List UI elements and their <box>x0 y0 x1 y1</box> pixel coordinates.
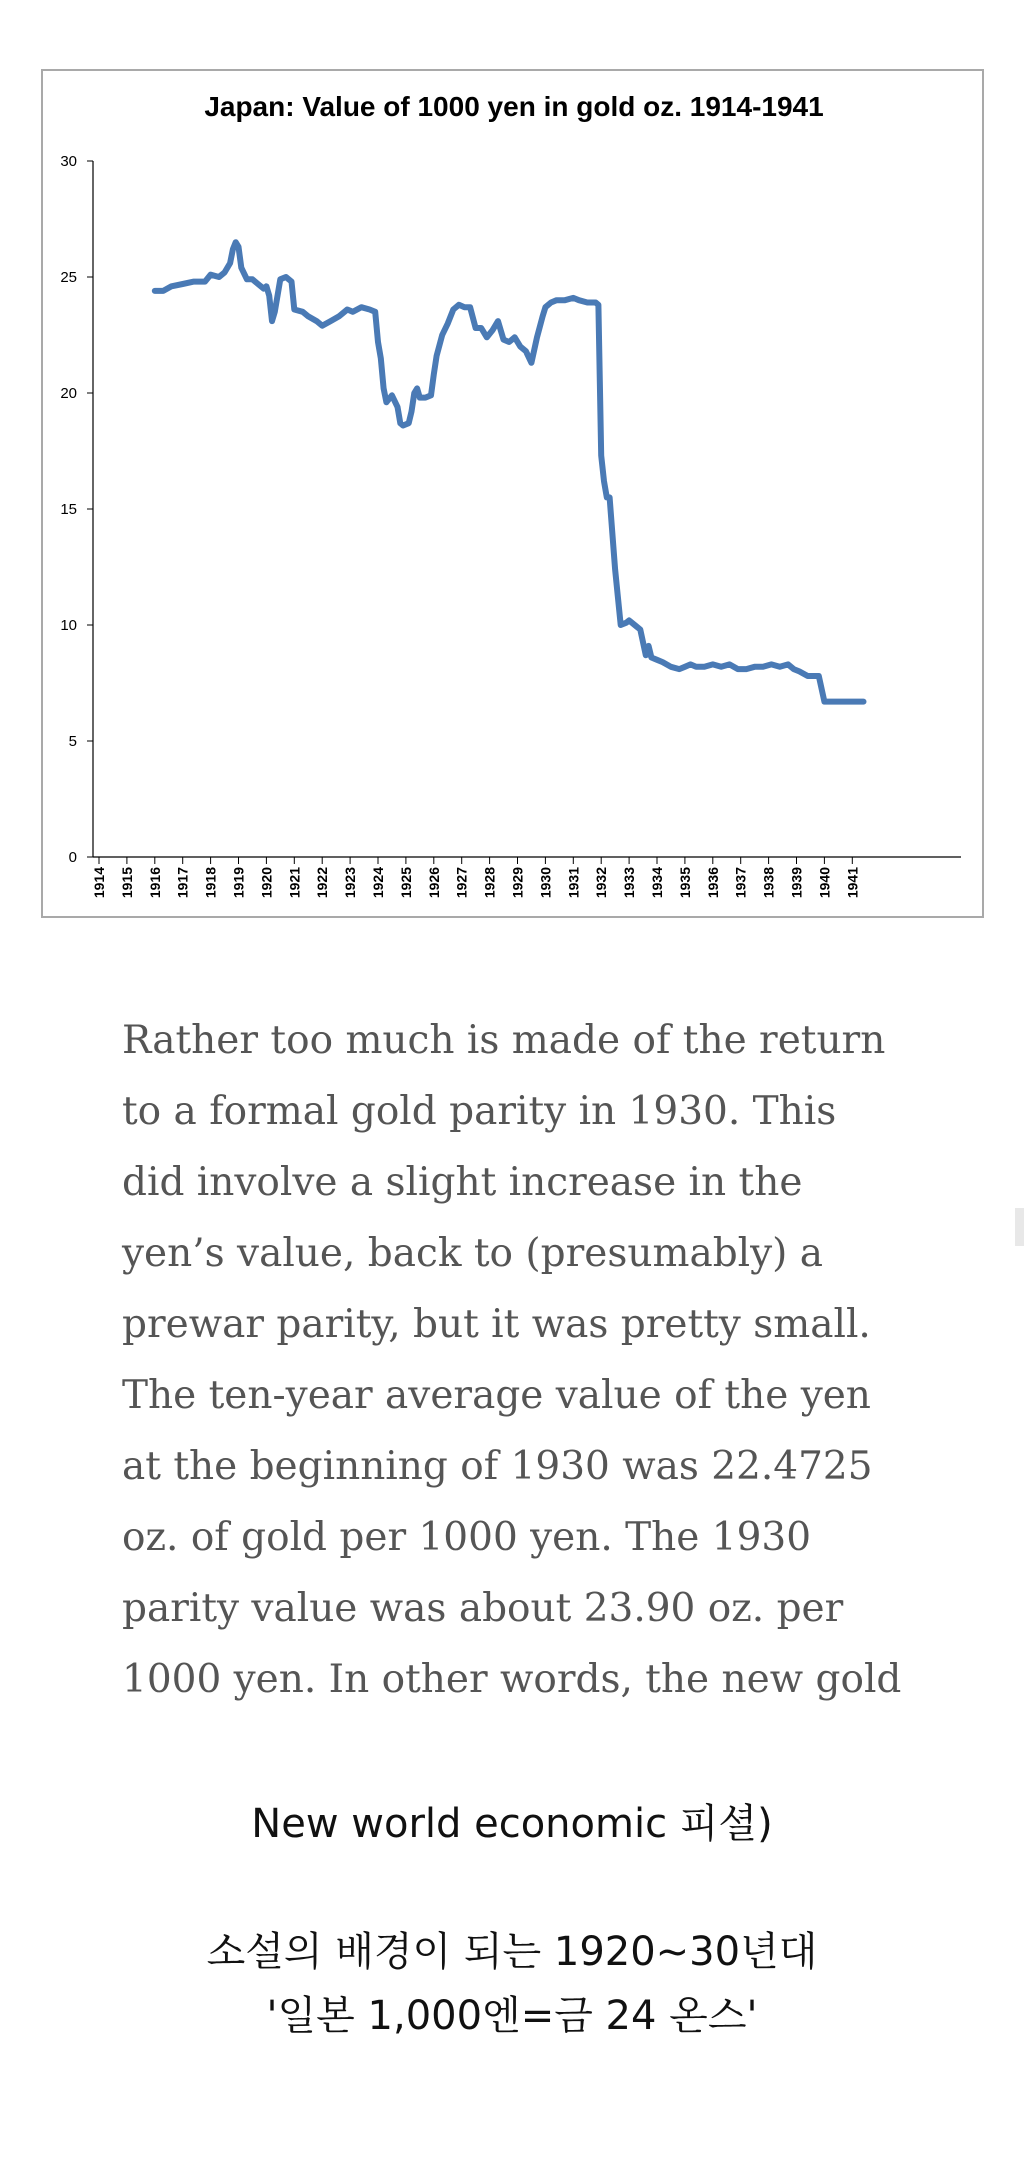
x-tick-label: 1932 <box>593 867 610 899</box>
article-line: The ten-year average value of the yen <box>122 1373 871 1418</box>
x-tick-label: 1940 <box>816 867 833 899</box>
scroll-edge-marker <box>1015 1208 1024 1246</box>
article-line: to a formal gold parity in 1930. This <box>122 1089 837 1134</box>
article-line: at the beginning of 1930 was 22.4725 <box>122 1444 873 1489</box>
x-tick-label: 1926 <box>425 867 442 899</box>
y-tick-label: 10 <box>60 617 77 634</box>
article-line: did involve a slight increase in the <box>122 1160 803 1205</box>
x-tick-label: 1918 <box>202 867 219 899</box>
x-tick-label: 1917 <box>174 867 191 899</box>
x-tick-label: 1936 <box>704 867 721 899</box>
x-tick-label: 1941 <box>844 867 861 899</box>
x-tick-label: 1916 <box>146 867 163 899</box>
x-tick-label: 1933 <box>621 867 638 899</box>
y-tick-label: 0 <box>68 849 77 866</box>
article-line: yen’s value, back to (presumably) a <box>122 1231 824 1276</box>
x-tick-label: 1921 <box>286 867 303 899</box>
x-tick-label: 1939 <box>788 867 805 899</box>
x-tick-label: 1928 <box>481 867 498 899</box>
x-tick-label: 1938 <box>760 867 777 899</box>
x-tick-label: 1927 <box>453 867 470 899</box>
x-tick-label: 1925 <box>397 867 414 899</box>
x-tick-label: 1914 <box>91 867 107 899</box>
chart-title: Japan: Value of 1000 yen in gold oz. 1914-1941 <box>204 91 824 122</box>
caption-line-1: 소설의 배경이 되는 1920~30년대 <box>206 1929 818 1975</box>
x-tick-label: 1930 <box>537 867 554 899</box>
y-tick-label: 5 <box>68 733 77 750</box>
caption-block <box>0 1920 1024 2048</box>
y-tick-label: 30 <box>60 153 77 170</box>
y-tick-label: 15 <box>60 501 77 518</box>
x-tick-label: 1915 <box>118 867 135 899</box>
x-tick-label: 1922 <box>314 867 331 899</box>
x-tick-label: 1923 <box>342 867 359 899</box>
gold-value-chart <box>41 69 984 918</box>
x-tick-label: 1929 <box>509 867 526 899</box>
article-line: Rather too much is made of the return <box>122 1018 886 1063</box>
article-line: parity value was about 23.90 oz. per <box>122 1586 844 1631</box>
x-tick-label: 1931 <box>565 867 582 899</box>
article-line: 1000 yen. In other words, the new gold <box>122 1657 902 1702</box>
series-line <box>155 242 864 701</box>
caption-title: New world economic 피셜) <box>251 1801 773 1847</box>
x-tick-label: 1920 <box>258 867 275 899</box>
chart-canvas <box>43 71 986 920</box>
x-tick-label: 1924 <box>370 867 386 899</box>
x-tick-label: 1919 <box>230 867 247 899</box>
x-tick-label: 1934 <box>649 867 665 899</box>
article-line: prewar parity, but it was pretty small. <box>122 1302 871 1347</box>
caption-line-2: '일본 1,000엔=금 24 온스' <box>266 1993 758 2039</box>
article-line: oz. of gold per 1000 yen. The 1930 <box>122 1515 812 1560</box>
x-tick-label: 1937 <box>732 867 749 899</box>
y-tick-label: 25 <box>60 269 77 286</box>
article-body <box>122 1005 922 1715</box>
x-tick-label: 1935 <box>676 867 693 899</box>
y-tick-label: 20 <box>60 385 77 402</box>
